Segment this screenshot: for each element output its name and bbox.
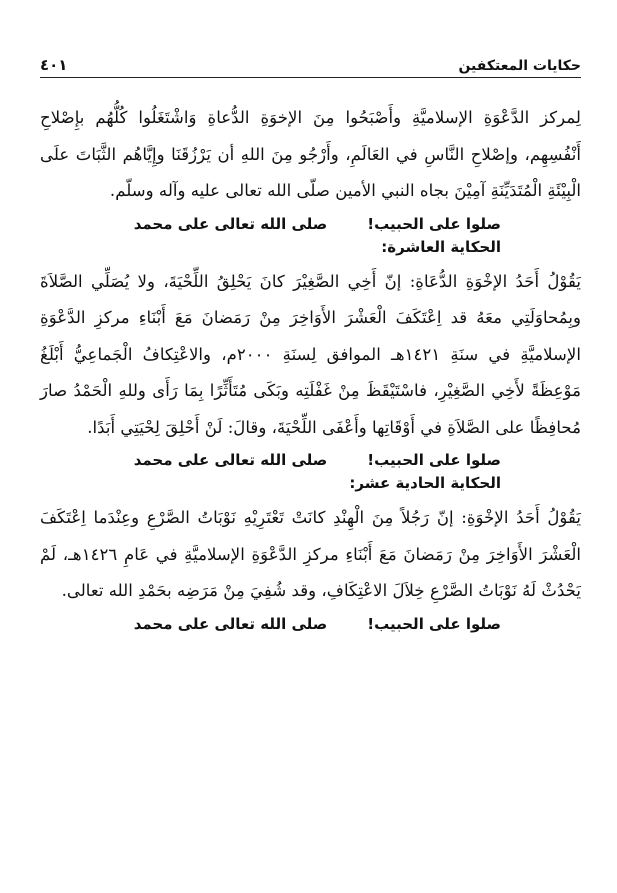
salawat-line: [40, 612, 581, 636]
salawat-response: صلى الله تعالى على محمد: [133, 451, 328, 469]
salawat-line: [40, 448, 581, 472]
salawat-response: صلى الله تعالى على محمد: [133, 214, 328, 233]
salawat-call: صلوا على الحبيب!: [367, 214, 501, 233]
book-title: حكايات المعتكفين: [458, 58, 581, 74]
salawat-call: صلوا على الحبيب!: [367, 614, 501, 633]
page-number: ٤٠١: [40, 56, 68, 74]
paragraph-story-11: يَقُوْلُ أَحَدُ الإخْوَةِ: إنّ رَجُلاً مِنَ الْهِنْدِ كانَتْ تَعْتَرِيْهِ نَوْبَاتُ الصَّرْعِ وعِنْدَما اِعْتَكَفَ الْعَشْرَ الأَوَاخِرَ مِنْ رَمَضانَ مَعَ أَبْنَاءِ مركزِ الدَّعْوَةِ الإسلاميَّةِ في عَامِ ١٤٢٦هـ، لَمْ يَحْدُثْ لَهُ نَوْبَاتُ الصَّرْعِ خِلاَلَ الاعْتِكَافِ، وقد شُفِيَ مِنْ مَرَضِه بحَمْدِ الله تعالى.: [40, 508, 581, 600]
paragraph-story-10: يَقُوْلُ أَحَدُ الإخْوَةِ الدُّعَاةِ: إنّ أَخِي الصَّغِيْرَ كانَ يَحْلِقُ اللِّحْيَةَ، ولا يُصَلِّي الصَّلاَةَ وبِمُحاوَلَتِي معَهُ قد اِعْتَكَفَ الْعَشْرَ الأَوَاخِرَ مِنْ رَمَضانَ مَعَ أَبْنَاءِ مركزِ الدَّعْوَةِ الإسلاميَّةِ في سنَةِ ١٤٢١هـ الموافق لِسنَةِ ٢٠٠٠م، والاعْتِكافُ الْجَماعِيُّ أَبْلَغُ مَوْعِظَةً لأَخِي الصَّغِيْرِ، فاسْتَيْقَظَ مِنْ غَفْلَتِه وبَكَى مُتَأَثِّرًا بِمَا رَأَى وللهِ الْحَمْدُ صارَ مُحافِظًا على الصَّلاَةِ في أَوْقَاتِها وأَعْفَى اللِّحْيَةَ، وقالَ: لَنْ أَحْلِقَ لِحْيَتِي أَبَدًا.: [40, 271, 581, 437]
running-header: [40, 52, 581, 78]
salawat-response: صلى الله تعالى على محمد: [133, 614, 328, 633]
paragraph-intro-end: لِمركز الدَّعْوَةِ الإسلاميَّةِ وأَصْبَحُوا مِنَ الإخوَةِ الدُّعاةِ وَاشْتَغَلُوا كُلُّهُم بإِصْلاحِ أَنْفُسِهِم، وإصْلاحِ النَّاسِ في العَالَمِ، وأَرْجُو مِنَ اللهِ أن يَرْزُقَنَا وإِيَّاهُم الثَّبَاتَ علَى الْبِيْئَةِ الْمُتَدَيِّنَةِ آمِيْنَ بجاه النبي الأمين صلّى الله تعالى عليه وآله وسلّم.: [40, 108, 581, 200]
salawat-line: [40, 212, 581, 236]
salawat-call: صلوا على الحبيب!: [367, 451, 501, 469]
story-heading: الحكاية الحادية عشر:: [349, 474, 501, 492]
story-heading: الحكاية العاشرة:: [381, 237, 501, 256]
page-body: [40, 100, 581, 636]
